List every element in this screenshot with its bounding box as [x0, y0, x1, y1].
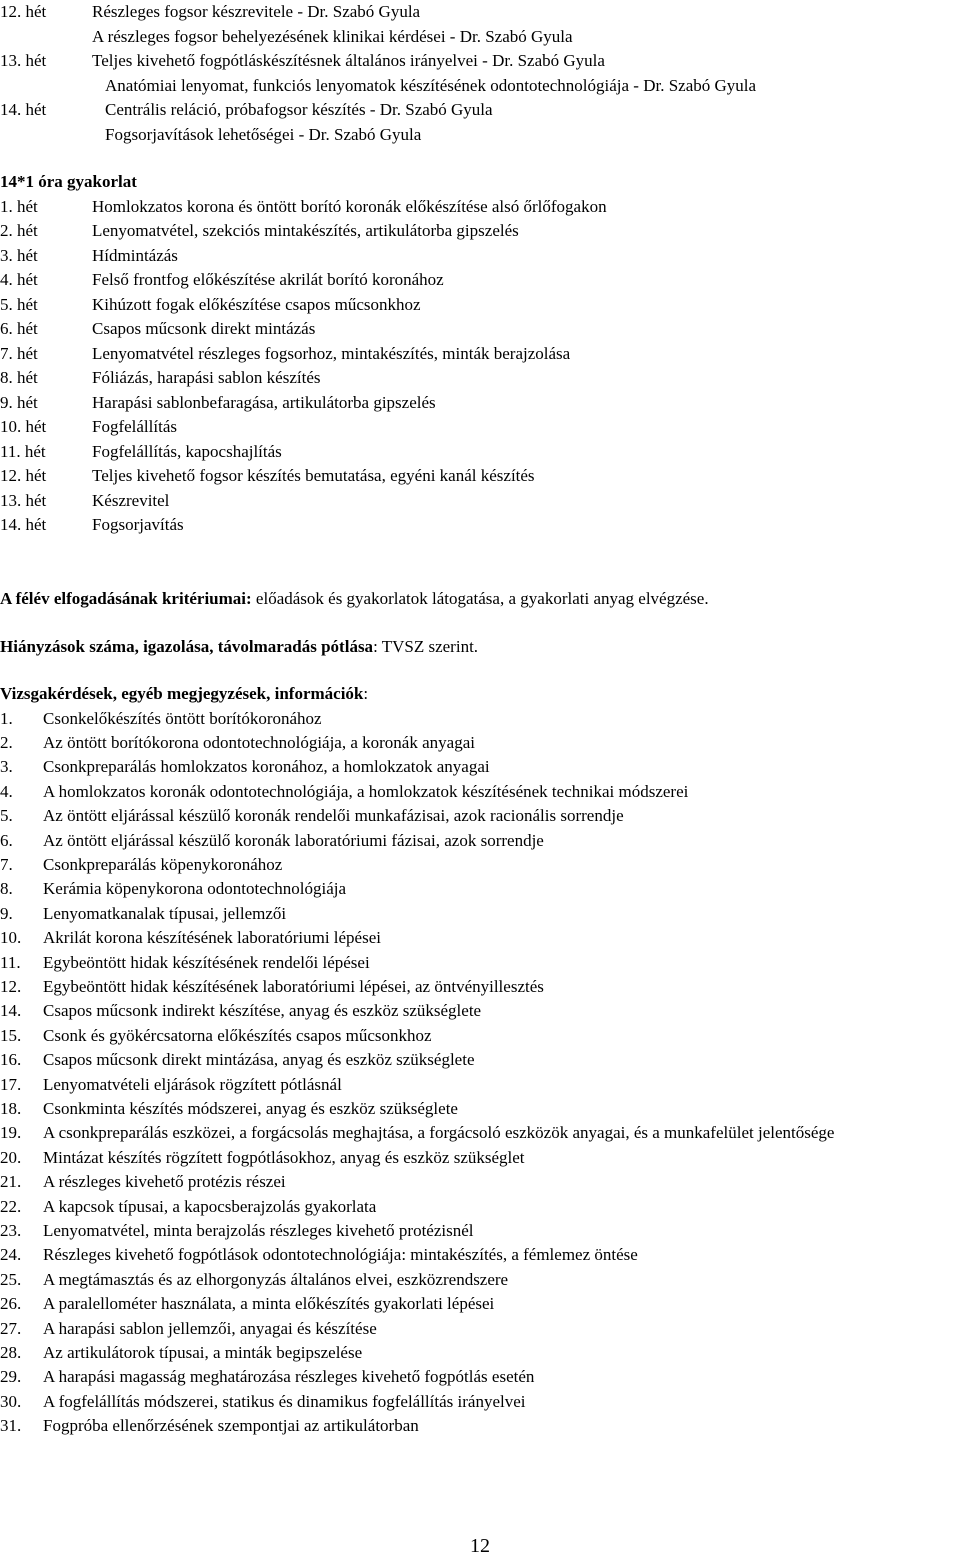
practice-row — [0, 440, 960, 465]
exam-question — [0, 1317, 960, 1341]
practice-schedule — [0, 170, 960, 538]
question-text: Akrilát korona készítésének laboratóriumi lépései — [43, 928, 381, 948]
question-number: 18. — [0, 1099, 22, 1118]
question-number: 20. — [0, 1147, 22, 1167]
question-text: Az öntött borítókorona odontotechnológiája, a koronák anyagai — [43, 732, 475, 752]
exam-question — [0, 755, 960, 779]
practice-row — [0, 415, 960, 440]
question-text: A harapási magasság meghatározása részleges kivehető fogpótlás esetén — [43, 1367, 535, 1387]
lecture-week-row — [0, 0, 960, 46]
lecture-topic: Részleges fogsor készrevitele - Dr. Szabó Gyula — [92, 2, 421, 21]
question-text: Csapos műcsonk indirekt készítése, anyag és eszköz szükséglete — [43, 1001, 482, 1021]
question-number: 12. — [0, 976, 22, 996]
question-text: Csonkpreparálás homlokzatos koronához, a homlokzatok anyagai — [43, 757, 490, 777]
question-number: 11. — [0, 952, 21, 972]
question-text: A paralellométer használata, a minta előkészítés gyakorlati lépései — [43, 1294, 495, 1314]
question-number: 31. — [0, 1416, 22, 1436]
exam-question — [0, 1390, 960, 1414]
week-label: 12. hét — [0, 466, 47, 485]
question-text: Az öntött eljárással készülő koronák laboratóriumi fázisai, azok sorrendje — [43, 830, 544, 850]
week-label: 4. hét — [0, 270, 38, 289]
week-label: 10. hét — [0, 417, 47, 436]
week-label: 3. hét — [0, 245, 38, 265]
exam-question — [0, 1365, 960, 1389]
question-number: 15. — [0, 1025, 22, 1045]
acceptance-criteria — [0, 587, 709, 611]
question-number: 30. — [0, 1391, 22, 1411]
question-text: Csonkminta készítés módszerei, anyag és eszköz szükséglete — [43, 1099, 458, 1118]
practice-topic: Fogfelállítás, kapocshajlítás — [92, 441, 282, 461]
practice-row — [0, 317, 960, 342]
practice-topic: Fogsorjavítás — [92, 515, 184, 534]
exam-question — [0, 902, 960, 926]
question-number: 28. — [0, 1343, 22, 1363]
week-label: 5. hét — [0, 294, 38, 314]
lecture-schedule — [0, 0, 960, 144]
question-text: Lenyomatkanalak típusai, jellemzői — [43, 903, 287, 923]
exam-question — [0, 1243, 960, 1267]
exam-question — [0, 731, 960, 755]
practice-rows — [0, 195, 960, 538]
exam-question — [0, 1170, 960, 1194]
practice-topic: Kihúzott fogak előkészítése csapos műcsonkhoz — [92, 294, 421, 314]
question-text: Lenyomatvételi eljárások rögzített pótlásnál — [43, 1074, 342, 1094]
practice-topic: Készrevitel — [92, 490, 170, 510]
exam-label: Vizsgakérdések, egyéb megjegyzések, információk — [0, 684, 364, 703]
question-number: 14. — [0, 1001, 22, 1021]
question-text: Az artikulátorok típusai, a minták begipszelése — [43, 1343, 363, 1363]
practice-row — [0, 293, 960, 318]
week-label: 2. hét — [0, 221, 38, 240]
question-text: Kerámia köpenykorona odontotechnológiája — [43, 879, 347, 899]
practice-row — [0, 342, 960, 367]
lecture-topic: Centrális reláció, próbafogsor készítés - Dr. Szabó Gyula — [105, 100, 493, 119]
week-label: 9. hét — [0, 392, 38, 412]
question-number: 26. — [0, 1294, 22, 1314]
question-text: Csonkelőkészítés öntött borítókoronához — [43, 708, 322, 728]
week-label: 7. hét — [0, 343, 38, 363]
practice-topic: Homlokzatos korona és öntött borító koronák előkészítése alsó őrlőfogakon — [92, 196, 607, 216]
exam-heading — [0, 682, 960, 707]
week-label: 12. hét — [0, 2, 47, 21]
exam-question — [0, 1414, 960, 1438]
question-number: 7. — [0, 854, 13, 874]
question-text: Egybeöntött hidak készítésének laboratóriumi lépései, az öntvényillesztés — [43, 976, 544, 996]
practice-row — [0, 464, 960, 489]
question-text: Fogpróba ellenőrzésének szempontjai az artikulátorban — [43, 1416, 419, 1436]
question-number: 24. — [0, 1245, 22, 1265]
question-text: A fogfelállítás módszerei, statikus és dinamikus fogfelállítás irányelvei — [43, 1391, 526, 1411]
practice-topic: Harapási sablonbefaragása, artikulátorba gipszelés — [92, 392, 436, 412]
exam-question — [0, 877, 960, 901]
question-text: Mintázat készítés rögzített fogpótlásokhoz, anyag és eszköz szükséglet — [43, 1147, 525, 1167]
absence-rules — [0, 635, 478, 659]
practice-row — [0, 268, 960, 293]
exam-question — [0, 1268, 960, 1292]
exam-question — [0, 975, 960, 999]
practice-row — [0, 366, 960, 391]
practice-row — [0, 195, 960, 220]
exam-colon: : — [363, 684, 369, 703]
exam-question — [0, 804, 960, 828]
week-label: 8. hét — [0, 368, 38, 387]
question-text: Csonkpreparálás köpenykoronához — [43, 854, 283, 874]
question-text: Az öntött eljárással készülő koronák rendelői munkafázisai, azok racionális sorrendje — [43, 806, 624, 826]
week-label: 14. hét — [0, 515, 47, 534]
question-number: 23. — [0, 1221, 22, 1241]
criteria-text: előadások és gyakorlatok látogatása, a gyakorlati anyag elvégzése. — [251, 589, 709, 608]
question-text: Lenyomatvétel, minta berajzolás részleges kivehető protézisnél — [43, 1221, 474, 1241]
exam-question — [0, 926, 960, 950]
exam-question — [0, 1341, 960, 1365]
question-text: A csonkpreparálás eszközei, a forgácsolás meghajtása, a forgácsoló eszközök anyagai, és a munkafelület jelentősége — [43, 1123, 835, 1143]
practice-topic: Fogfelállítás — [92, 417, 177, 436]
practice-topic: Hídmintázás — [92, 245, 178, 265]
question-list — [0, 707, 960, 1439]
practice-topic: Fóliázás, harapási sablon készítés — [92, 368, 321, 387]
exam-question — [0, 829, 960, 853]
question-number: 17. — [0, 1074, 22, 1094]
practice-topic: Felső frontfog előkészítése akrilát borító koronához — [92, 270, 444, 289]
exam-question — [0, 1097, 960, 1121]
question-number: 8. — [0, 879, 13, 899]
exam-question — [0, 707, 960, 731]
practice-title: 14*1 óra gyakorlat — [0, 172, 137, 191]
question-number: 25. — [0, 1269, 22, 1289]
question-number: 16. — [0, 1050, 22, 1070]
practice-row — [0, 219, 960, 244]
exam-question — [0, 951, 960, 975]
exam-questions — [0, 682, 960, 1439]
practice-topic: Csapos műcsonk direkt mintázás — [92, 319, 316, 338]
practice-topic: Lenyomatvétel részleges fogsorhoz, mintakészítés, minták berajzolása — [92, 343, 571, 363]
question-text: Részleges kivehető fogpótlások odontotechnológiája: mintakészítés, a fémlemez öntése — [43, 1245, 638, 1265]
exam-question — [0, 1121, 960, 1145]
exam-question — [0, 780, 960, 804]
question-number: 27. — [0, 1318, 22, 1338]
question-text: A részleges kivehető protézis részei — [43, 1172, 286, 1192]
question-number: 9. — [0, 903, 13, 923]
lecture-topic: A részleges fogsor behelyezésének klinikai kérdései - Dr. Szabó Gyula — [92, 26, 573, 46]
week-label: 6. hét — [0, 319, 38, 338]
question-number: 10. — [0, 928, 22, 948]
question-text: A homlokzatos koronák odontotechnológiája, a homlokzatok készítésének technikai módszerei — [43, 781, 689, 801]
exam-question — [0, 853, 960, 877]
lecture-week-row — [0, 98, 960, 144]
question-number: 5. — [0, 806, 13, 826]
question-number: 1. — [0, 708, 13, 728]
question-text: A harapási sablon jellemzői, anyagai és készítése — [43, 1318, 377, 1338]
page-number: 12 — [470, 1535, 490, 1557]
exam-question — [0, 1073, 960, 1097]
practice-row — [0, 513, 960, 538]
exam-question — [0, 1195, 960, 1219]
practice-row — [0, 244, 960, 269]
week-label: 14. hét — [0, 100, 47, 119]
week-label: 13. hét — [0, 490, 47, 510]
week-label: 1. hét — [0, 196, 38, 216]
question-number: 6. — [0, 830, 13, 850]
exam-question — [0, 1048, 960, 1072]
practice-topic: Teljes kivehető fogsor készítés bemutatása, egyéni kanál készítés — [92, 466, 535, 485]
exam-question — [0, 1024, 960, 1048]
lecture-topic: Fogsorjavítások lehetőségei - Dr. Szabó Gyula — [105, 124, 422, 144]
practice-row — [0, 489, 960, 514]
week-label: 13. hét — [0, 51, 47, 70]
question-number: 29. — [0, 1367, 22, 1387]
week-label: 11. hét — [0, 441, 46, 461]
lecture-topic: Anatómiai lenyomat, funkciós lenyomatok készítésének odontotechnológiája - Dr. Szabó Gyula — [105, 75, 757, 95]
absence-text: : TVSZ szerint. — [373, 637, 479, 656]
practice-row — [0, 391, 960, 416]
question-text: Csapos műcsonk direkt mintázása, anyag és eszköz szükséglete — [43, 1050, 475, 1070]
question-text: A megtámasztás és az elhorgonyzás általános elvei, eszközrendszere — [43, 1269, 509, 1289]
question-number: 2. — [0, 732, 13, 752]
question-text: Csonk és gyökércsatorna előkészítés csapos műcsonkhoz — [43, 1025, 432, 1045]
question-text: Egybeöntött hidak készítésének rendelői lépései — [43, 952, 370, 972]
question-number: 4. — [0, 781, 13, 801]
question-number: 19. — [0, 1123, 22, 1143]
absence-label: Hiányzások száma, igazolása, távolmaradás pótlása — [0, 637, 374, 656]
question-text: A kapcsok típusai, a kapocsberajzolás gyakorlata — [43, 1196, 377, 1216]
lecture-topic: Teljes kivehető fogpótláskészítésnek általános irányelvei - Dr. Szabó Gyula — [92, 51, 605, 70]
exam-question — [0, 999, 960, 1023]
exam-question — [0, 1219, 960, 1243]
practice-topic: Lenyomatvétel, szekciós mintakészítés, artikulátorba gipszelés — [92, 221, 519, 240]
exam-question — [0, 1146, 960, 1170]
question-number: 21. — [0, 1172, 22, 1192]
lecture-week-row — [0, 49, 960, 95]
exam-question — [0, 1292, 960, 1316]
question-number: 22. — [0, 1196, 22, 1216]
question-number: 3. — [0, 757, 13, 777]
criteria-label: A félév elfogadásának kritériumai: — [0, 589, 252, 608]
